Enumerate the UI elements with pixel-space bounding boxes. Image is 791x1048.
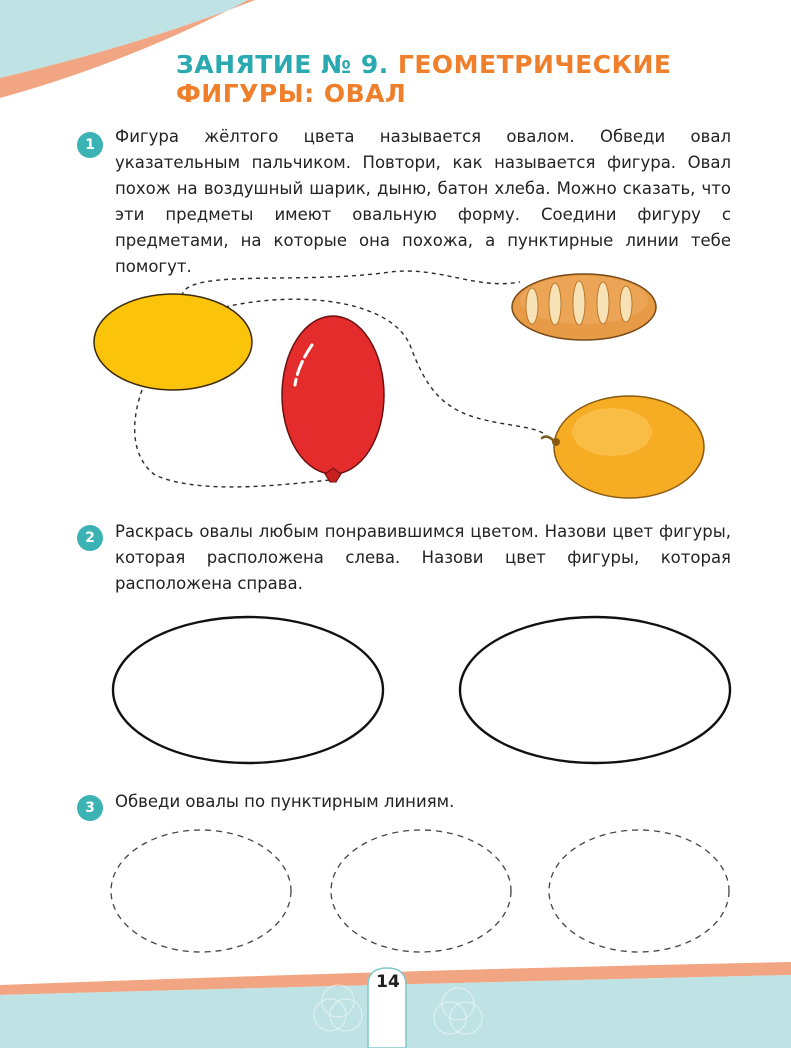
task-2-text: Раскрась овалы любым понравившимся цветом. Назови цвет фигуры, которая расположена слева. Назови цвет фигуры, которая расположена справа.	[115, 522, 731, 593]
task-2-number: 2	[77, 525, 103, 551]
title-topic: ГЕОМЕТРИЧЕСКИЕ ФИГУРЫ: ОВАЛ	[176, 50, 672, 108]
task-1-number: 1	[77, 132, 103, 158]
task-3-text: Обведи овалы по пунктирным линиям.	[115, 792, 455, 811]
title-lesson: ЗАНЯТИЕ № 9.	[176, 50, 398, 79]
tracing-oval-2[interactable]	[331, 830, 511, 952]
page-number: 14	[376, 972, 400, 992]
tracing-oval-3[interactable]	[549, 830, 729, 952]
task-3-number: 3	[77, 795, 103, 821]
task-1-text: Фигура жёлтого цвета называется овалом. Обведи овал указательным пальчиком. Повтори, как называется фигура. Овал похож на воздушный шарик, дыню, батон хлеба. Можно сказать, что эти предметы имеют овальную форму. Соедини фигуру с предметами, на которые она похожа, а пунктирные линии тебе помогут.	[115, 127, 731, 276]
tracing-oval-1[interactable]	[111, 830, 291, 952]
